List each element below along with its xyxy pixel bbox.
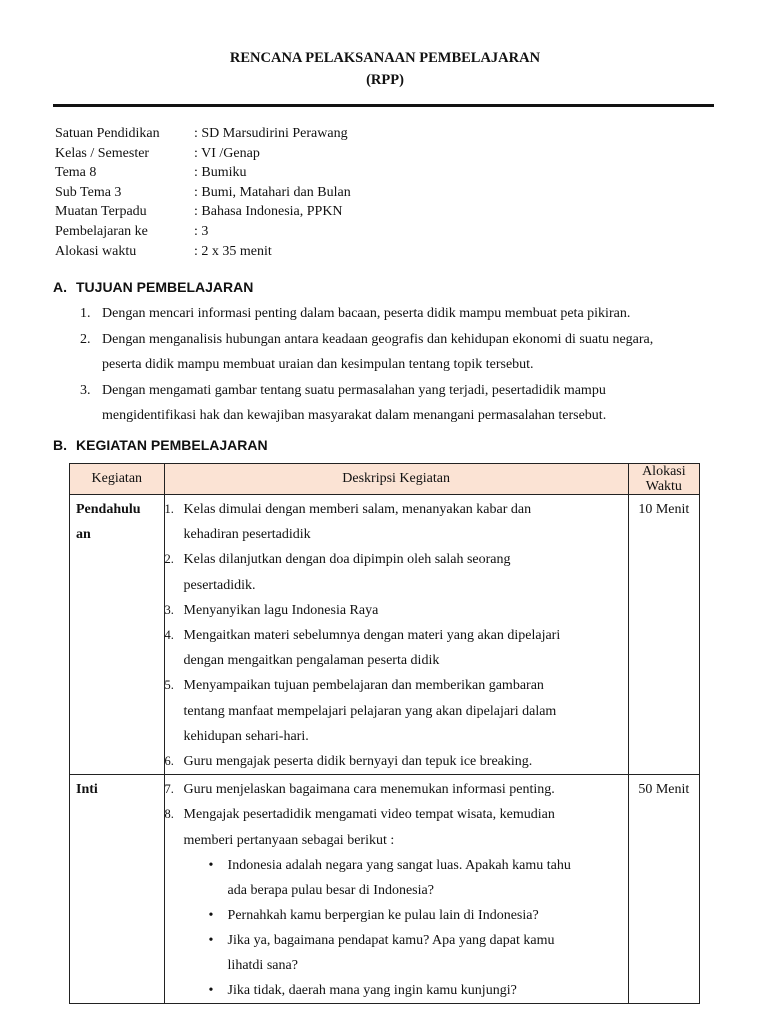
step-text-line: kehadiran pesertadidik: [183, 527, 311, 543]
alokasi-cell: 50 Menit: [628, 775, 699, 1004]
bullet-text-line: ada berapa pulau besar di Indonesia?: [227, 882, 434, 898]
objective-number: 1.: [80, 306, 91, 321]
question-bullet: [171, 903, 618, 928]
step-number: 5.: [164, 678, 174, 693]
step-number: 8.: [164, 807, 174, 822]
activity-step: [164, 547, 618, 597]
step-text-line: kehidupan sehari-hari.: [183, 728, 309, 744]
step-number: 6.: [164, 754, 174, 769]
deskripsi-cell: [164, 495, 628, 775]
objectives-list: [80, 301, 720, 429]
activity-table: [69, 463, 700, 1004]
step-number: 1.: [164, 502, 174, 516]
info-label: Tema 8: [55, 165, 97, 181]
header-alokasi-line-1: Alokasi: [642, 464, 686, 479]
header-kegiatan: Kegiatan: [70, 464, 165, 495]
objective-item: [80, 378, 720, 429]
bullet-text-line: Jika ya, bagaimana pendapat kamu? Apa yang dapat kamu: [227, 932, 555, 948]
step-text-line: Mengajak pesertadidik mengamati video tempat wisata, kemudian: [183, 807, 555, 823]
info-value: : 2 x 35 menit: [194, 243, 272, 259]
bullet-text-line: Indonesia adalah negara yang sangat luas. Apakah kamu tahu: [227, 857, 571, 873]
activity-step: [164, 802, 618, 852]
step-text-line: dengan mengaitkan pengalaman peserta didik: [183, 653, 440, 669]
header-alokasi: [628, 464, 699, 495]
question-bullet: [171, 928, 618, 978]
objective-text-line: Dengan mengamati gambar tentang suatu permasalahan yang terjadi, pesertadidik mampu: [102, 382, 606, 398]
kegiatan-cell: [70, 495, 165, 775]
objective-text-line: Dengan menganalisis hubungan antara keadaan geografis dan kehidupan ekonomi di suatu negara,: [102, 331, 654, 347]
activity-step: [164, 598, 618, 623]
header-alokasi-line-2: Waktu: [645, 479, 682, 494]
kegiatan-name-line: Pendahulu: [76, 502, 141, 517]
info-label: Pembelajaran ke: [55, 223, 148, 239]
section-b-title: KEGIATAN PEMBELAJARAN: [76, 437, 268, 453]
bullet-text-line: Jika tidak, daerah mana yang ingin kamu kunjungi?: [227, 982, 517, 998]
question-bullet: [171, 978, 618, 1003]
step-text-line: pesertadidik.: [183, 577, 256, 593]
document-subtitle: (RPP): [366, 72, 404, 88]
info-value: : Bumiku: [194, 165, 247, 181]
bullet-marker: •: [208, 857, 214, 873]
deskripsi-cell: [164, 775, 628, 1004]
objective-text-line: mengidentifikasi hak dan kewajiban masyarakat dalam menangani permasalahan tersebut.: [102, 408, 607, 423]
objective-item: [80, 301, 720, 327]
activity-step: [164, 673, 618, 749]
activity-step: [164, 623, 618, 673]
kegiatan-cell: [70, 775, 165, 1004]
objective-item: [80, 327, 720, 378]
step-text-line: Menyanyikan lagu Indonesia Raya: [183, 602, 379, 618]
info-value: : Bumi, Matahari dan Bulan: [194, 184, 351, 200]
bullet-marker: •: [208, 982, 214, 998]
step-text-line: Mengaitkan materi sebelumnya dengan materi yang akan dipelajari: [183, 628, 561, 644]
bullet-text-line: Pernahkah kamu berpergian ke pulau lain di Indonesia?: [227, 907, 539, 923]
kegiatan-name-line: an: [76, 527, 91, 542]
section-b-letter: B.: [53, 437, 67, 453]
info-label: Muatan Terpadu: [55, 204, 147, 220]
info-label: Kelas / Semester: [55, 145, 150, 161]
section-a-title: TUJUAN PEMBELAJARAN: [76, 279, 254, 295]
step-text-line: Kelas dimulai dengan memberi salam, menanyakan kabar dan: [183, 502, 532, 517]
step-number: 2.: [164, 552, 174, 567]
step-number: 4.: [164, 628, 174, 643]
section-b-heading: [53, 437, 268, 453]
info-value: : SD Marsudirini Perawang: [194, 126, 348, 141]
table-row: [70, 495, 700, 775]
objective-text-line: peserta didik mampu membuat uraian dan kesimpulan tentang topik tersebut.: [102, 357, 534, 372]
step-text-line: memberi pertanyaan sebagai berikut :: [183, 832, 395, 848]
info-label: Satuan Pendidikan: [55, 126, 160, 141]
info-value: : Bahasa Indonesia, PPKN: [194, 204, 343, 220]
table-row: [70, 775, 700, 1004]
info-value: : VI /Genap: [194, 145, 260, 161]
objective-number: 3.: [80, 382, 91, 398]
question-bullet: [171, 853, 618, 903]
bullet-text-line: lihatdi sana?: [227, 957, 298, 973]
step-text-line: Guru menjelaskan bagaimana cara menemukan informasi penting.: [183, 782, 555, 798]
info-value: : 3: [194, 223, 209, 239]
section-a-heading: [53, 279, 253, 295]
bullet-marker: •: [208, 907, 214, 923]
alokasi-cell: 10 Menit: [628, 495, 699, 775]
activity-step: [164, 497, 618, 547]
activity-step: [164, 777, 618, 802]
objective-text-line: Dengan mencari informasi penting dalam bacaan, peserta didik mampu membuat peta pikiran.: [102, 306, 631, 321]
activity-step: [164, 749, 618, 774]
bullet-marker: •: [208, 932, 214, 948]
step-text-line: Menyampaikan tujuan pembelajaran dan memberikan gambaran: [183, 678, 544, 694]
title-divider: [53, 104, 714, 107]
table-header-row: [70, 464, 700, 495]
info-label: Alokasi waktu: [55, 243, 137, 259]
info-label: Sub Tema 3: [55, 184, 122, 200]
kegiatan-name-line: Inti: [76, 782, 98, 798]
header-deskripsi: Deskripsi Kegiatan: [164, 464, 628, 495]
section-a-letter: A.: [53, 279, 67, 295]
step-number: 3.: [164, 602, 174, 617]
step-text-line: Guru mengajak peserta didik bernyayi dan tepuk ice breaking.: [183, 754, 533, 770]
step-text-line: Kelas dilanjutkan dengan doa dipimpin oleh salah seorang: [183, 552, 511, 568]
document-title: RENCANA PELAKSANAAN PEMBELAJARAN: [229, 50, 541, 66]
objective-number: 2.: [80, 331, 91, 347]
step-number: 7.: [164, 782, 174, 797]
step-text-line: tentang manfaat mempelajari pelajaran yang akan dipelajari dalam: [183, 703, 557, 719]
